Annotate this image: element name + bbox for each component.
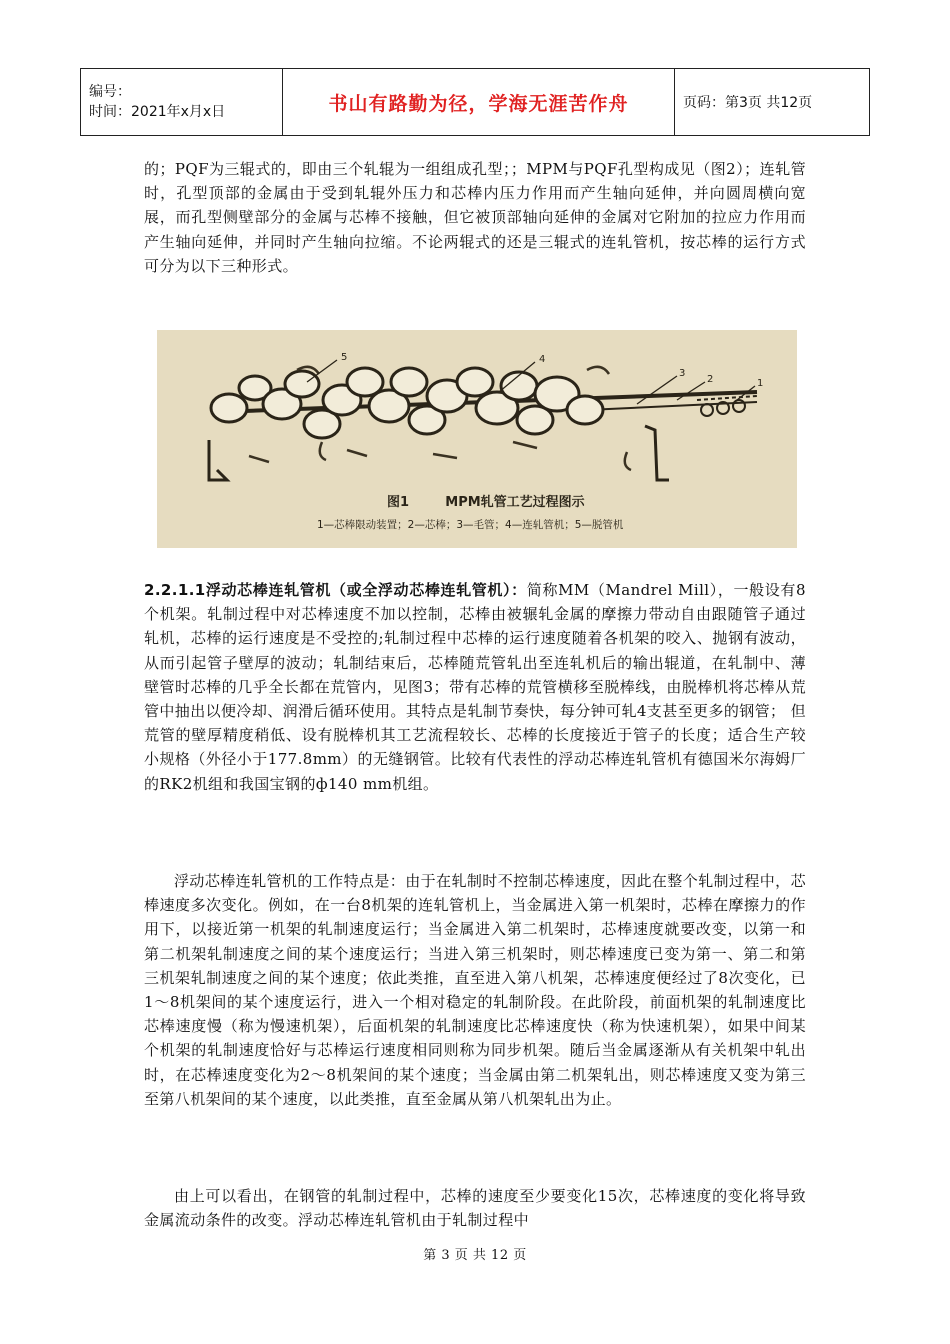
figure-mpm-process: [157, 330, 797, 548]
callout-4: 4: [539, 354, 546, 365]
mpm-process-diagram: [157, 330, 797, 548]
header-motto: 书山有路勤为径，学海无涯苦作舟: [328, 92, 629, 115]
paragraph-intro: 的；PQF为三辊式的，即由三个轧辊为一组组成孔型；；MPM与PQF孔型构成见（图2）；连轧管时，孔型顶部的金属由于受到轧辊外压力和芯棒内压力作用而产生轴向延伸，并向圆周横向宽展，而孔型侧壁部分的金属与芯棒不接触，但它被顶部轴向延伸的金属对它附加的拉应力作用而产生轴向延伸，并同时产生轴向拉缩。不论两辊式的还是三辊式的连轧管机，按芯棒的运行方式可分为以下三种形式。: [144, 160, 806, 275]
callout-5: 5: [341, 352, 348, 363]
page-header: [80, 68, 870, 136]
document-time-label: 时间：2021年x月x日: [89, 104, 226, 120]
header-page-info: 页码：第3页 共12页: [675, 69, 870, 136]
figure-caption-title: 图1 MPM轧管工艺过程图示: [387, 495, 585, 510]
header-motto-cell: [283, 69, 675, 136]
page-footer: 第 3 页 共 12 页: [423, 1248, 527, 1263]
header-meta: [81, 69, 283, 136]
callout-3: 3: [679, 368, 686, 379]
section-body: 简称MM（Mandrel Mill），一般设有8个机架。轧制过程中对芯棒速度不加以控制，芯棒由被辗轧金属的摩擦力带动自由跟随管子通过轧机，芯棒的运行速度是不受控的;轧制过程中芯棒的运行速度随着各机架的咬入、抛钢有波动，从而引起管子壁厚的波动；轧制结束后，芯棒随荒管轧出至连轧机后的输出辊道，在轧制中、薄壁管时芯棒的几乎全长都在荒管内，见图3；带有芯棒的荒管横移至脱棒线，由脱棒机将芯棒从荒管中抽出以便冷却、润滑后循环使用。其特点是轧制节奏快，每分钟可轧4支甚至更多的钢管； 但荒管的壁厚精度稍低、设有脱棒机其工艺流程较长、芯棒的长度接近于管子的长度；适合生产较小规格（外径小于177.8mm）的无缝钢管。比较有代表性的浮动芯棒连轧管机有德国米尔海姆厂的RK2机组和我国宝钢的ф140 mm机组。: [144, 581, 806, 793]
callout-1: 1: [757, 378, 764, 389]
figure-caption-legend: 1—芯棒限动装置；2—芯棒；3—毛管；4—连轧管机；5—脱管机: [317, 519, 624, 531]
paragraph-floating-mandrel: [144, 578, 806, 796]
document-number-label: 编号：: [89, 84, 131, 100]
paragraph-working-features: 浮动芯棒连轧管机的工作特点是：由于在轧制时不控制芯棒速度，因此在整个轧制过程中，芯棒速度多次变化。例如，在一台8机架的连轧管机上，当金属进入第一机架时，芯棒在摩擦力的作用下，以接近第一机架的轧制速度运行；当金属进入第二机架时，芯棒速度就要改变，以第一和第二机架轧制速度之间的某个速度运行；当进入第三机架时，则芯棒速度已变为第一、第二和第三机架轧制速度之间的某个速度；依此类推，直至进入第八机架，芯棒速度便经过了8次变化，已1～8机架间的某个速度运行，进入一个相对稳定的轧制阶段。在此阶段，前面机架的轧制速度比芯棒速度慢（称为慢速机架），后面机架的轧制速度比芯棒速度快（称为快速机架），如果中间某个机架的轧制速度恰好与芯棒运行速度相同则称为同步机架。随后当金属逐渐从有关机架中轧出时，在芯棒速度变化为2～8机架间的某个速度；当金属由第二机架轧出，则芯棒速度又变为第三至第八机架间的某个速度，以此类推，直至金属从第八机架轧出为止。: [144, 872, 806, 1108]
callout-2: 2: [707, 374, 714, 385]
paragraph-summary: 由上可以看出，在钢管的轧制过程中，芯棒的速度至少要变化15次，芯棒速度的变化将导致金属流动条件的改变。浮动芯棒连轧管机由于轧制过程中: [144, 1187, 806, 1230]
section-heading: 2.2.1.1浮动芯棒连轧管机（或全浮动芯棒连轧管机）：: [144, 581, 527, 599]
